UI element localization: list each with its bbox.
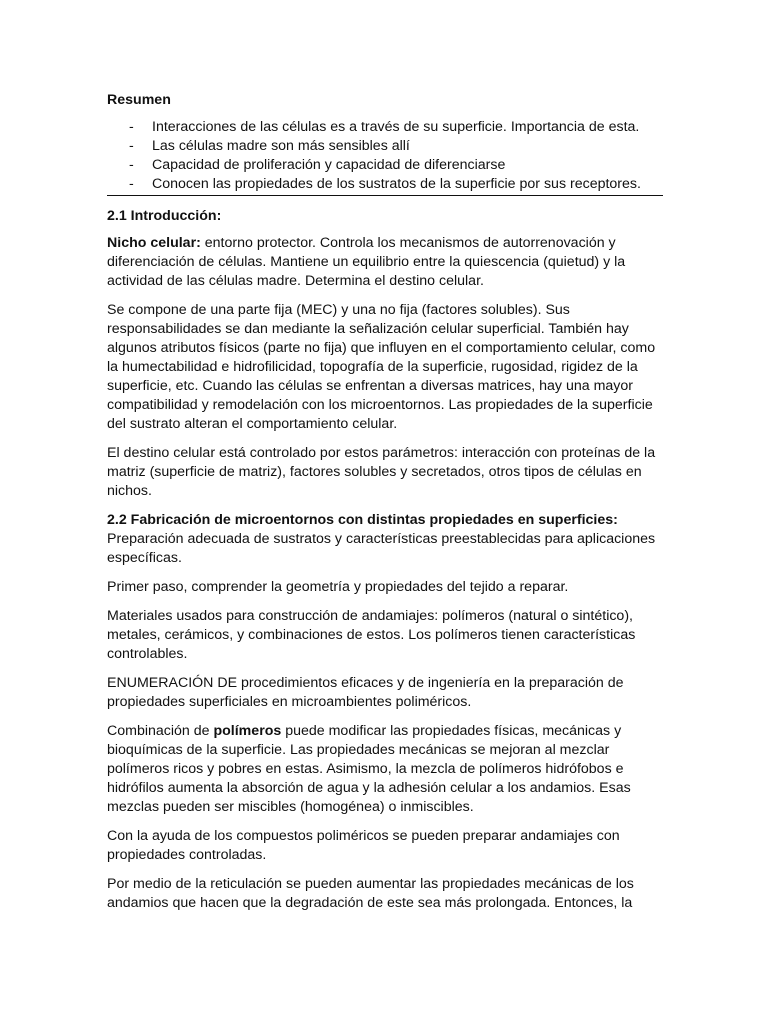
paragraph-text: puede modificar las propiedades físicas, mecánicas y bioquímicas de la superficie. Las propiedades mecánicas se mejoran al mezclar polímeros ricos y pobres en estas. Asimismo, la mezcla de polímeros hidrófobos e hidrófilos aumenta la absorción de agua y la adhesión celular a los andamios. Esas mezclas pueden ser miscibles (homogénea) o inmiscibles. [107,723,631,815]
summary-item-text: Las células madre son más sensibles allí [152,138,410,154]
bullet-dash: - [129,176,134,192]
summary-item [107,137,663,156]
paragraph-destino-celular: El destino celular está controlado por estos parámetros: interacción con proteínas de la matriz (superficie de matriz), factores solubles y secretados, otros tipos de células en nichos. [107,445,656,499]
term-polimeros: polímeros [213,723,282,739]
paragraph-materiales: Materiales usados para construcción de andamiajes: polímeros (natural o sintético), metales, cerámicos, y combinaciones de estos. Los polímeros tienen características controlables. [107,608,636,662]
paragraph-reticulacion: Por medio de la reticulación se pueden aumentar las propiedades mecánicas de los andamios que hacen que la degradación de este sea más prolongada. Entonces, la [107,876,634,911]
section-heading-fabricacion: 2.2 Fabricación de microentornos con distintas propiedades en superficies: [107,512,618,528]
summary-item [107,118,663,137]
paragraph-primer-paso: Primer paso, comprender la geometría y propiedades del tejido a reparar. [107,579,569,595]
paragraph-text: Preparación adecuada de sustratos y características preestablecidas para aplicaciones específicas. [107,531,656,566]
paragraph-combinacion [107,722,663,817]
section-heading-introduccion: 2.1 Introducción: [107,208,222,224]
bullet-dash: - [129,138,134,154]
bullet-dash: - [129,119,134,135]
paragraph-text: entorno protector. Controla los mecanismos de autorrenovación y diferenciación de células. Mantiene un equilibrio entre la quiescencia (quietud) y la actividad de las células madre. Determina el destino celular. [107,235,626,289]
paragraph-nicho-celular [107,234,663,291]
document-body [107,91,663,923]
summary-item-text: Interacciones de las células es a través de su superficie. Importancia de esta. [152,119,640,135]
summary-item-text: Capacidad de proliferación y capacidad de diferenciarse [152,157,506,173]
paragraph-text: Combinación de [107,723,214,739]
section-fabricacion [107,511,663,568]
summary-heading: Resumen [107,92,171,108]
paragraph-compuestos: Con la ayuda de los compuestos poliméricos se pueden preparar andamiajes con propiedades controladas. [107,828,620,863]
bullet-dash: - [129,157,134,173]
summary-item [107,156,663,175]
term-nicho-celular: Nicho celular: [107,235,201,251]
summary-item-text: Conocen las propiedades de los sustratos de la superficie por sus receptores. [152,176,641,192]
summary-list [107,118,663,196]
paragraph-enumeracion: ENUMERACIÓN DE procedimientos eficaces y de ingeniería en la preparación de propiedades superficiales en microambientes poliméricos. [107,675,624,710]
summary-item [107,175,663,194]
paragraph-composicion: Se compone de una parte fija (MEC) y una no fija (factores solubles). Sus responsabilidades se dan mediante la señalización celular superficial. También hay algunos atributos físicos (parte no fija) que influyen en el comportamiento celular, como la humectabilidad e hidrofilicidad, topografía de la superficie, rugosidad, rigidez de la superficie, etc. Cuando las células se enfrentan a diversas matrices, hay una mayor compatibilidad y remodelación con los microentornos. Las propiedades de la superficie del sustrato alteran el comportamiento celular. [107,302,656,432]
